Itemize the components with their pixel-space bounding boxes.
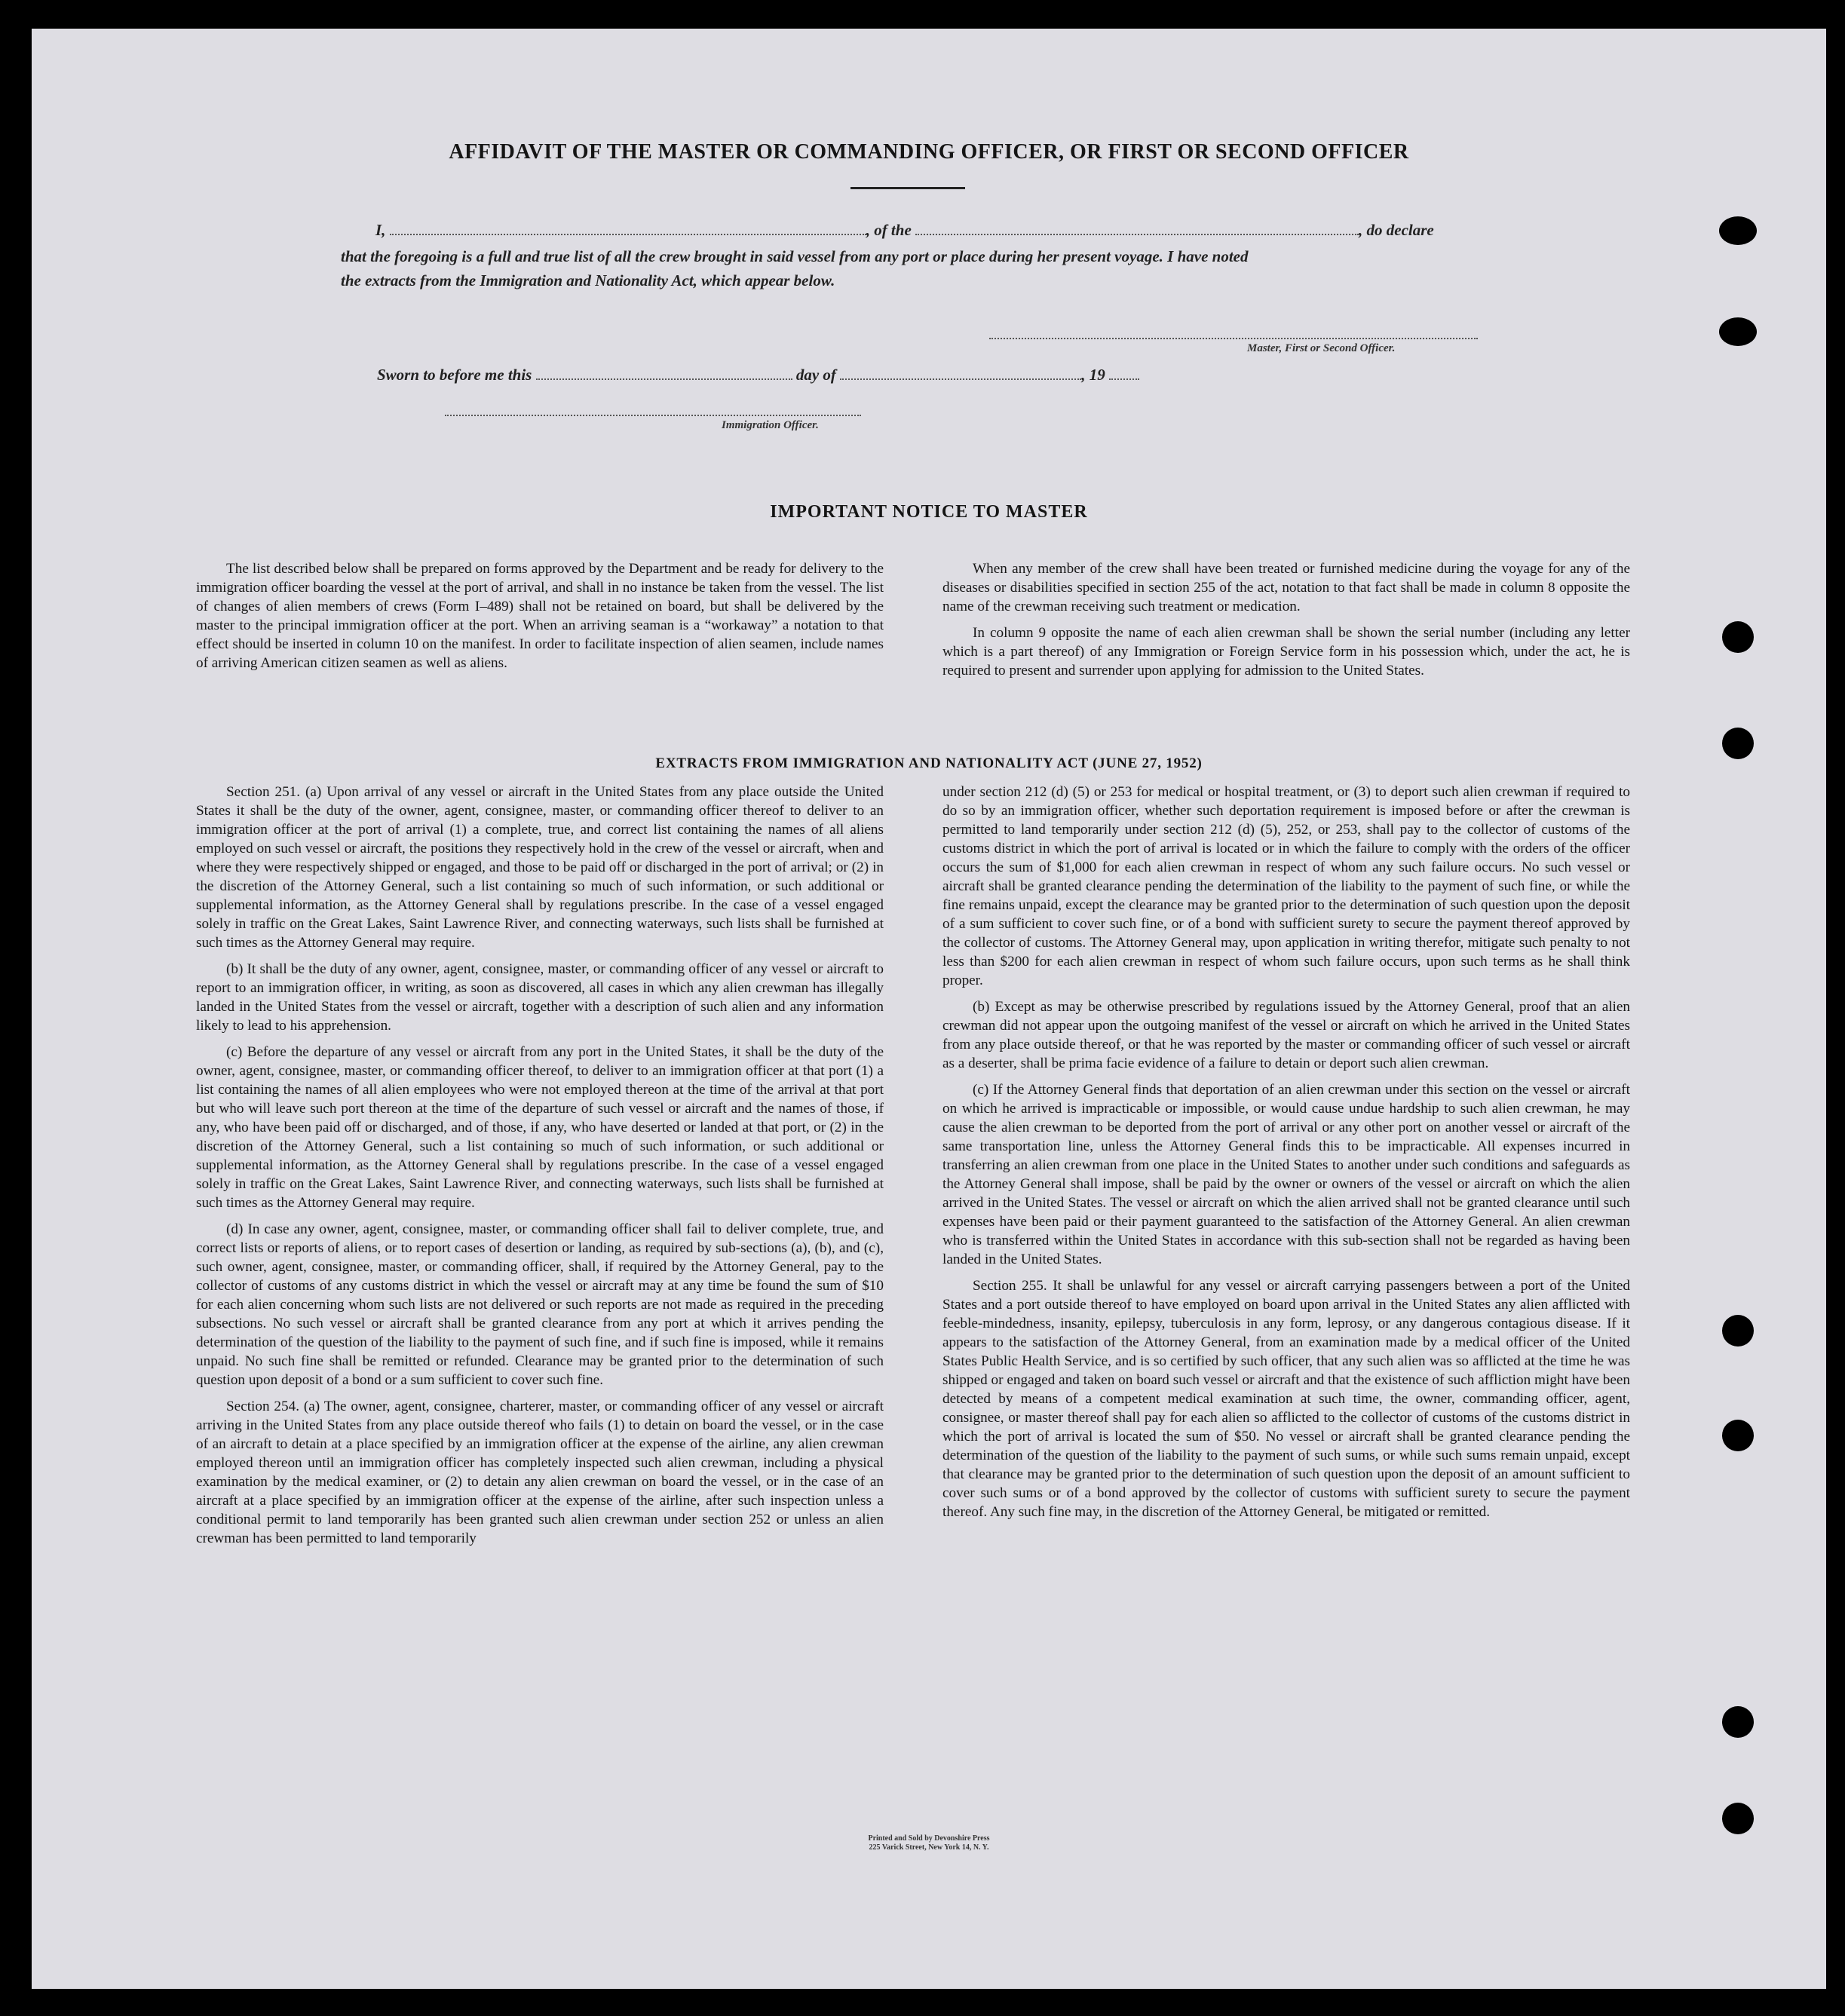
punch-hole [1722,1315,1754,1347]
extract-paragraph: (d) In case any owner, agent, consignee, master, or commanding officer shall fail to deliver complete, true, and correct lists or reports of aliens, or to report cases of desertion or landing, as required by sub-sections (a), (b), and (c), such owner, agent, consignee, master, or commanding officer, shall, if required by the Attorney General, pay to the collector of customs of any customs district in which the vessel or aircraft may at any time be found the sum of $10 for each alien concerning whom such lists are not delivered or such reports are not made as required in the preceding subsections. No such vessel or aircraft shall be granted clearance from any port at which it arrives pending the determination of the question of the liability to the payment of such fine, and if such fine is imposed, while it remains unpaid. No such fine shall be remitted or refunded. Clearance may be granted prior to the determination of such question upon deposit of a bond or a sum sufficient to cover such fine. [196,1221,884,1388]
do-declare-label: , do declare [1359,221,1434,239]
declaration-line-3: the extracts from the Immigration and Nationality Act, which appear below. [341,271,835,290]
year-label: , 19 [1081,366,1105,384]
officer-signature-caption: Immigration Officer. [722,419,819,431]
affidavit-title: AFFIDAVIT OF THE MASTER OR COMMANDING OFFICER, OR FIRST OR SECOND OFFICER [449,140,1409,164]
punch-hole [1722,1706,1754,1738]
imprint-line-2: 225 Varick Street, New York 14, N. Y. [869,1843,989,1852]
sworn-line [377,365,1139,385]
extracts-title: EXTRACTS FROM IMMIGRATION AND NATIONALITY ACT (JUNE 27, 1952) [655,755,1203,771]
extracts-left-column [196,783,884,1555]
title-divider [850,187,965,189]
punch-hole [1722,1803,1754,1834]
notice-paragraph: In column 9 opposite the name of each alien crewman shall be shown the serial number (including any letter which is a part thereof) of any Immigration or Foreign Service form in his possession which, under the act, he is required to present and surrender upon applying for admission to the United States. [942,625,1630,679]
notice-paragraph: The list described below shall be prepared on forms approved by the Department and be ready for delivery to the immigration officer boarding the vessel at the port of arrival, and shall in no instance be taken from the vessel. The list of changes of alien members of crews (Form I–489) shall not be retained on board, but shall be delivered by the master to the principal immigration officer at the port. When an arriving seaman is a “workaway” a notation to that effect should be inserted in column 10 on the manifest. In order to facilitate inspection of alien seamen, include names of arriving American citizen seamen as well as aliens. [196,561,884,671]
punch-hole [1719,216,1757,245]
extract-paragraph: (b) It shall be the duty of any owner, agent, consignee, master, or commanding officer of any vessel or aircraft to report to an immigration officer, in writing, as soon as discovered, all cases in which any alien crewman has illegally landed in the United States from the vessel or aircraft, together with a description of such alien and any information likely to lead to his apprehension. [196,961,884,1034]
notice-right-column [942,559,1630,688]
master-signature-line [989,338,1478,339]
extract-paragraph: Section 254. (a) The owner, agent, consignee, charterer, master, or commanding officer of any vessel or aircraft arriving in the United States from any place outside thereof who fails (1) to detain on board the vessel, or in the case of an aircraft to detain at a place specified by an immigration officer at the expense of the airline, any alien crewman employed thereon until an immigration officer has completely inspected such alien crewman, including a physical examination by the medical examiner, or (2) to detain any alien crewman on board the vessel, or in the case of an aircraft at a place specified by an immigration officer at the expense of the airline, after such inspection unless a conditional permit to land temporarily has been granted such alien crewman under section 252 or unless an alien crewman has been permitted to land temporarily [196,1399,884,1546]
form-page [32,29,1826,1989]
of-the-label: , of the [866,221,912,239]
extract-paragraph: Section 251. (a) Upon arrival of any vessel or aircraft in the United States from any place outside the United States it shall be the duty of the owner, agent, consignee, master, or commanding officer thereof to deliver to an immigration officer at the port of arrival (1) a complete, true, and correct list containing the names of all aliens employed on such vessel or aircraft, the positions they respectively hold in the crew of the vessel or aircraft, when and where they were respectively shipped or engaged, and those to be paid off or discharged in the port of arrival; or (2) in the discretion of the Attorney General, such a list containing so much of such information, or such additional or supplemental information, as the Attorney General shall by regulations prescribe. In the case of a vessel engaged solely in traffic on the Great Lakes, Saint Lawrence River, and connecting waterways, such lists shall be furnished at such times as the Attorney General may require. [196,784,884,951]
notice-title: IMPORTANT NOTICE TO MASTER [770,502,1088,522]
extract-paragraph: (c) If the Attorney General finds that deportation of an alien crewman under this section on the vessel or aircraft on which he arrived is impracticable or impossible, or would cause undue hardship to such alien crewman, he may cause the alien crewman to be deported from the port of arrival or any other port on another vessel or aircraft of the same transportation line, unless the Attorney General finds this to be impracticable. All expenses incurred in transferring an alien crewman from one place in the United States to another under such conditions and safeguards as the Attorney General shall impose, shall be paid by the owner or owners of the vessel or aircraft on which the alien arrived in the United States. The vessel or aircraft on which the alien arrived shall not be granted clearance until such expenses have been paid or their payment guaranteed to the satisfaction of the Attorney General. An alien crewman who is transferred within the United States in accordance with this sub-section shall not be regarded as having been landed in the United States. [942,1082,1630,1267]
notice-left-column [196,559,884,680]
day-of-label: day of [795,366,836,384]
punch-hole [1719,317,1757,346]
punch-hole [1722,728,1754,759]
declaration-line-1 [375,220,1434,240]
punch-hole [1722,1420,1754,1451]
sworn-day-blank [536,365,792,380]
vessel-blank [915,220,1359,235]
master-signature-caption: Master, First or Second Officer. [1247,342,1396,354]
sworn-month-blank [840,365,1081,380]
extract-paragraph: Section 255. It shall be unlawful for any vessel or aircraft carrying passengers between a port of the United States and a port outside thereof to have employed on board upon arrival in the United States any alien afflicted with feeble-mindedness, insanity, epilepsy, tuberculosis in any form, leprosy, or any dangerous contagious disease. If it appears to the satisfaction of the Attorney General, from an examination made by a medical officer of the United States Public Health Service, and is so certified by such officer, that any such alien was so afflicted at the time he was shipped or engaged and taken on board such vessel or aircraft and that the existence of such affliction might have been detected by means of a competent medical examination at such time, the owner, commanding officer, agent, consignee, or master thereof shall pay for each alien so afflicted to the collector of customs of the customs district in which the port of arrival is located the sum of $50. No vessel or aircraft shall be granted clearance pending the determination of the question of the liability to the payment of such sums, or while such sums remain unpaid, except that clearance may be granted prior to the determination of such question upon the deposit of an amount sufficient to cover such sums or of a bond approved by the collector of customs with sufficient surety to secure the payment thereof. Any such fine may, in the discretion of the Attorney General, be mitigated or remitted. [942,1278,1630,1520]
extract-paragraph: (c) Before the departure of any vessel or aircraft from any port in the United States, it shall be the duty of the owner, agent, consignee, master, or commanding officer thereof, to deliver to an immigration officer at that port (1) a list containing the names of all alien employees who were not employed thereon at the time of the arrival at that port but who will leave such port thereon at the time of the departure of such vessel or aircraft and the names of those, if any, who have been paid off or discharged, and of those, if any, who have deserted or landed at that port, or (2) in the discretion of the Attorney General, such a list containing so much of such information, or such additional or supplemental information, as the Attorney General shall by regulations prescribe. In the case of a vessel engaged solely in traffic on the Great Lakes, Saint Lawrence River, and connecting waterways, such lists shall be furnished at such times as the Attorney General may require. [196,1044,884,1211]
extracts-right-column [942,783,1630,1529]
imprint-line-1: Printed and Sold by Devonshire Press [868,1834,990,1843]
sworn-year-blank [1109,365,1139,380]
declaration-line-2: that the foregoing is a full and true list of all the crew brought in said vessel from any port or place during her present voyage. I have noted [341,247,1249,265]
name-blank [390,220,866,235]
extract-paragraph: under section 212 (d) (5) or 253 for medical or hospital treatment, or (3) to deport such alien crewman if required to do so by an immigration officer, whether such deportation requirement is imposed before or after the crewman is permitted to land temporarily under section 212 (d) (5), 252, or 253, shall pay to the collector of customs of the customs district in which the port of arrival is located or in which the failure to comply with the orders of the officer occurs the sum of $1,000 for each alien crewman in respect of whom any such failure occurs. No such vessel or aircraft shall be granted clearance pending the determination of the liability to the payment of such fine, or while the fine remains unpaid, except the clearance may be granted prior to the determination of such question upon the deposit of a sum sufficient to cover such fine, or of a bond with sufficient surety to secure the payment thereof approved by the collector of customs. The Attorney General may, upon application in writing therefor, mitigate such penalty to not less than $200 for each alien crewman in respect of whom such failure occurs, upon such terms as he shall think proper. [942,784,1630,988]
printer-imprint [32,1834,1826,1852]
extract-paragraph: (b) Except as may be otherwise prescribed by regulations issued by the Attorney General, proof that an alien crewman did not appear upon the outgoing manifest of the vessel or aircraft on which he arrived in the United States from any place outside thereof, or that he was reported by the master or commanding officer of such vessel or aircraft as a deserter, shall be prima facie evidence of a failure to detain or deport such alien crewman. [942,999,1630,1071]
officer-signature-line [445,415,861,416]
punch-hole [1722,621,1754,653]
sworn-label: Sworn to before me this [377,366,532,384]
i-label: I, [375,221,386,239]
notice-paragraph: When any member of the crew shall have been treated or furnished medicine during the voyage for any of the diseases or disabilities specified in section 255 of the act, notation to that fact shall be made in column 8 opposite the name of the crewman receiving such treatment or medication. [942,561,1630,614]
